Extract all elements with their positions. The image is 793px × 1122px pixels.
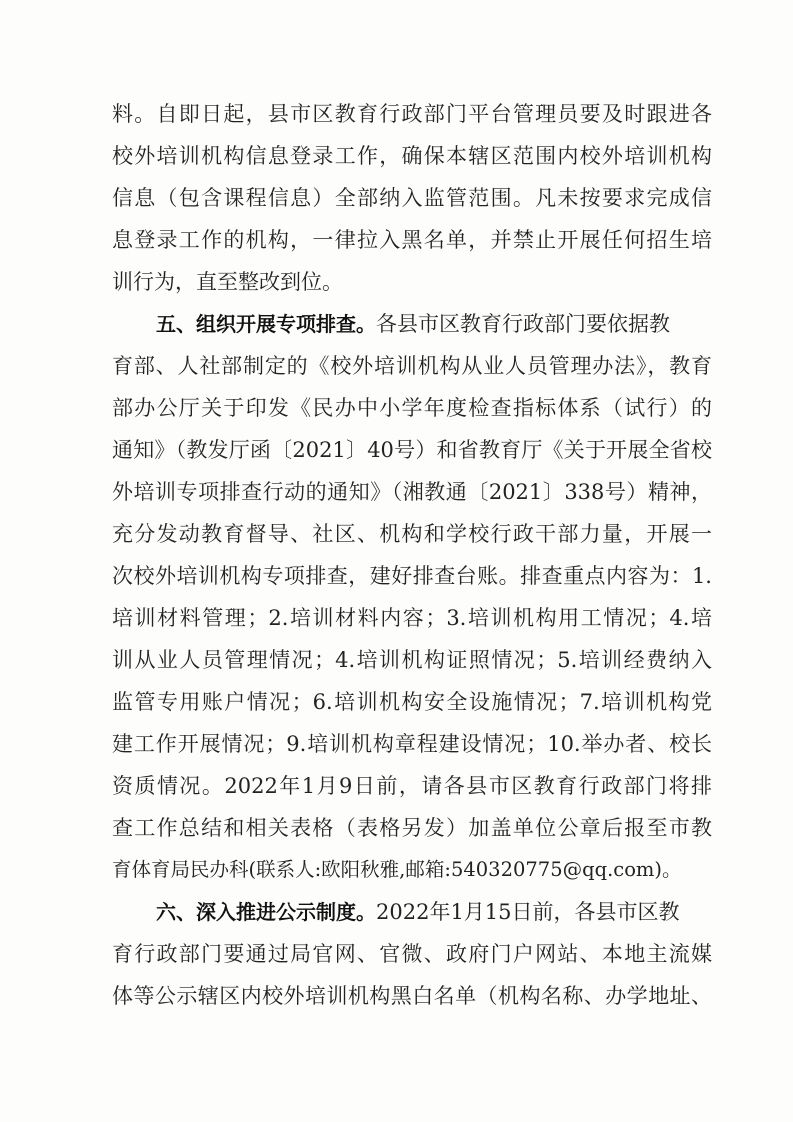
paragraph-line: 育部、人社部制定的《校外培训机构从业人员管理办法》，教育 (112, 354, 712, 378)
paragraph-line: 校外培训机构信息登录工作，确保本辖区范围内校外培训机构 (112, 144, 712, 168)
paragraph-line: 息登录工作的机构，一律拉入黑名单，并禁止开展任何招生培 (112, 228, 712, 252)
paragraph-line: 资质情况。2022年1月9日前，请各县市区教育行政部门将排 (112, 774, 712, 798)
paragraph-line: 充分发动教育督导、社区、机构和学校行政干部力量，开展一 (112, 522, 712, 546)
paragraph-line: 查工作总结和相关表格（表格另发）加盖单位公章后报至市教 (112, 816, 712, 840)
section-6-first-line (156, 892, 712, 932)
section-5-heading: 五、组织开展专项排查。 (156, 312, 376, 336)
paragraph-line: 训从业人员管理情况；4.培训机构证照情况；5.培训经费纳入 (112, 648, 712, 672)
section-6-first-line-text: 2022年1月15日前，各县市区教 (376, 900, 680, 924)
section-6-heading: 六、深入推进公示制度。 (156, 900, 376, 924)
paragraph-line: 通知》（教发厅函〔2021〕40号）和省教育厅《关于开展全省校 (112, 438, 712, 462)
section-5-first-line (156, 304, 712, 344)
section-5-first-line-text: 各县市区教育行政部门要依据教 (376, 312, 670, 336)
paragraph-line: 培训材料管理；2.培训材料内容；3.培训机构用工情况；4.培 (112, 606, 712, 630)
paragraph-line: 次校外培训机构专项排查，建好排查台账。排查重点内容为：1. (112, 564, 712, 588)
paragraph-line: 育体育局民办科(联系人:欧阳秋雅,邮箱:540320775@qq.com)。 (112, 858, 682, 881)
paragraph-line: 料。自即日起，县市区教育行政部门平台管理员要及时跟进各 (112, 102, 712, 126)
paragraph-line: 建工作开展情况；9.培训机构章程建设情况；10.举办者、校长 (112, 732, 712, 756)
paragraph-line: 信息（包含课程信息）全部纳入监管范围。凡未按要求完成信 (112, 186, 712, 210)
paragraph-line: 育行政部门要通过局官网、官微、政府门户网站、本地主流媒 (112, 942, 712, 966)
paragraph-line: 部办公厅关于印发《民办中小学年度检查指标体系（试行）的 (112, 396, 712, 420)
paragraph-line: 训行为，直至整改到位。 (112, 270, 343, 294)
paragraph-line: 监管专用账户情况；6.培训机构安全设施情况；7.培训机构党 (112, 690, 712, 714)
paragraph-line: 体等公示辖区内校外培训机构黑白名单（机构名称、办学地址、 (112, 984, 712, 1008)
paragraph-line: 外培训专项排查行动的通知》（湘教通〔2021〕338号）精神， (112, 480, 712, 504)
